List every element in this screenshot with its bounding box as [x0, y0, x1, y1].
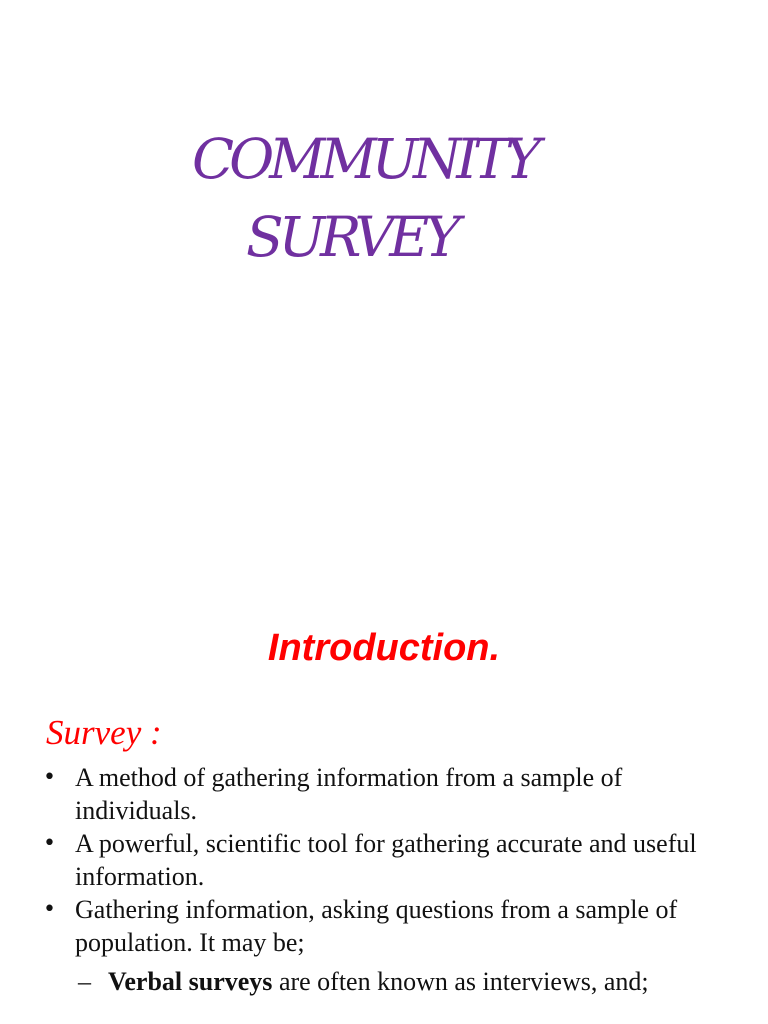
bullet-text: A powerful, scientific tool for gathering accurate and useful information.: [75, 829, 697, 891]
bullet-icon: •: [43, 897, 56, 922]
bullet-item: [0, 761, 705, 827]
sub-bullet-item: [0, 965, 718, 998]
bullet-icon: •: [43, 831, 56, 856]
survey-heading: Survey :: [46, 713, 162, 752]
title-line-2: SURVEY: [246, 205, 456, 269]
bullet-text: A method of gathering information from a sample of individuals.: [75, 763, 623, 825]
title-line-1: COMMUNITY: [192, 127, 537, 191]
sub-bullet-bold-term: Verbal surveys: [108, 967, 273, 996]
dash-icon: –: [78, 967, 91, 996]
introduction-heading: Introduction.: [267, 627, 501, 669]
bullet-icon: •: [43, 765, 56, 790]
bullet-item: [0, 827, 705, 893]
bullet-list: [0, 761, 768, 998]
bullet-text: Gathering information, asking questions from a sample of population. It may be;: [75, 895, 678, 957]
sub-bullet-text: are often known as interviews, and;: [272, 967, 649, 996]
bullet-item: [0, 893, 705, 959]
